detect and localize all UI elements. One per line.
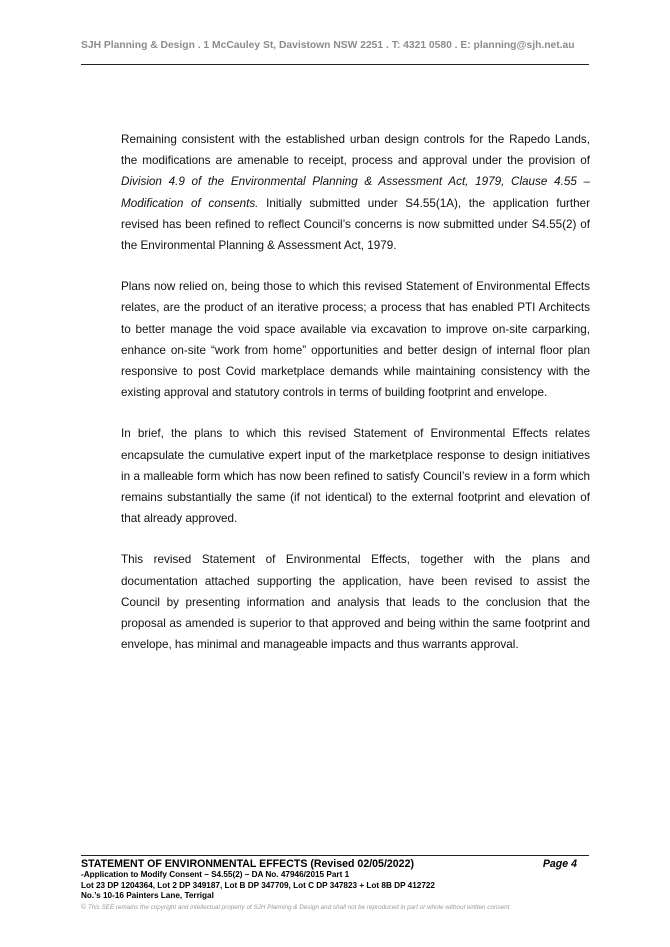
- paragraph-1-legislation-reference: Division 4.9 of the Environmental Planning & Assessment Act, 1979, Clause 4.55 – Modification of consents.: [121, 175, 590, 210]
- copyright-text: This SEE remains the copyright and intellectual property of SJH Planning & Design and shall not be reproduced in part or whole without written consent.: [86, 903, 512, 911]
- header-divider: [81, 64, 589, 65]
- footer-divider: [81, 855, 589, 856]
- footer-document-title: STATEMENT OF ENVIRONMENTAL EFFECTS (Revised 02/05/2022): [81, 858, 414, 870]
- header-contact-line: SJH Planning & Design . 1 McCauley St, Davistown NSW 2251 . T: 4321 0580 . E: planning@sjh.net.au: [81, 40, 575, 51]
- footer-title-row: [81, 858, 589, 870]
- document-body: [121, 129, 590, 675]
- paragraph-1-text-end: Initially submitted under S4.55(1A), the application further revised has been refined to reflect Council’s concerns is now submitted under S4.55(2) of the Environmental Planning & Assessment Act, 1979.: [121, 196, 591, 253]
- paragraph-1: [121, 129, 590, 256]
- page-number: Page 4: [542, 858, 577, 870]
- paragraph-2: Plans now relied on, being those to which this revised Statement of Environmental Effects relates, are the product of an iterative process; a process that has enabled PTI Architects to better manage the void space available via excavation to improve on-site carparking, enhance on-site “work from home” opportunities and better design of internal floor plan responsive to post Covid marketplace demands while maintaining consistency with the existing approval and statutory controls in terms of building footprint and envelope.: [121, 280, 590, 400]
- page-footer: [81, 858, 589, 911]
- paragraph-1-text: Remaining consistent with the established urban design controls for the Rapedo Lands, the modifications are amenable to receipt, process and approval under the provision of: [121, 133, 590, 168]
- copyright-icon: ©: [81, 903, 87, 911]
- footer-application-line: -Application to Modify Consent – S4.55(2) – DA No. 47946/2015 Part 1: [81, 870, 350, 879]
- copyright-notice: [81, 904, 589, 911]
- footer-address: No.’s 10-16 Painters Lane, Terrigal: [81, 891, 214, 900]
- footer-lot-details: Lot 23 DP 1204364, Lot 2 DP 349187, Lot B DP 347709, Lot C DP 347823 + Lot 8B DP 412722: [81, 880, 435, 890]
- paragraph-4: This revised Statement of Environmental Effects, together with the plans and documentation attached supporting the application, have been revised to assist the Council by presenting information and analysis that leads to the conclusion that the proposal as amended is superior to that approved and being within the same footprint and envelope, has minimal and manageable impacts and thus warrants approval.: [121, 553, 590, 652]
- paragraph-3: In brief, the plans to which this revised Statement of Environmental Effects relates encapsulate the cumulative expert input of the marketplace response to design initiatives in a malleable form which has now been refined to satisfy Council’s review in a form which remains substantially the same (if not identical) to the external footprint and elevation of that already approved.: [121, 427, 590, 526]
- page-header: [81, 40, 589, 51]
